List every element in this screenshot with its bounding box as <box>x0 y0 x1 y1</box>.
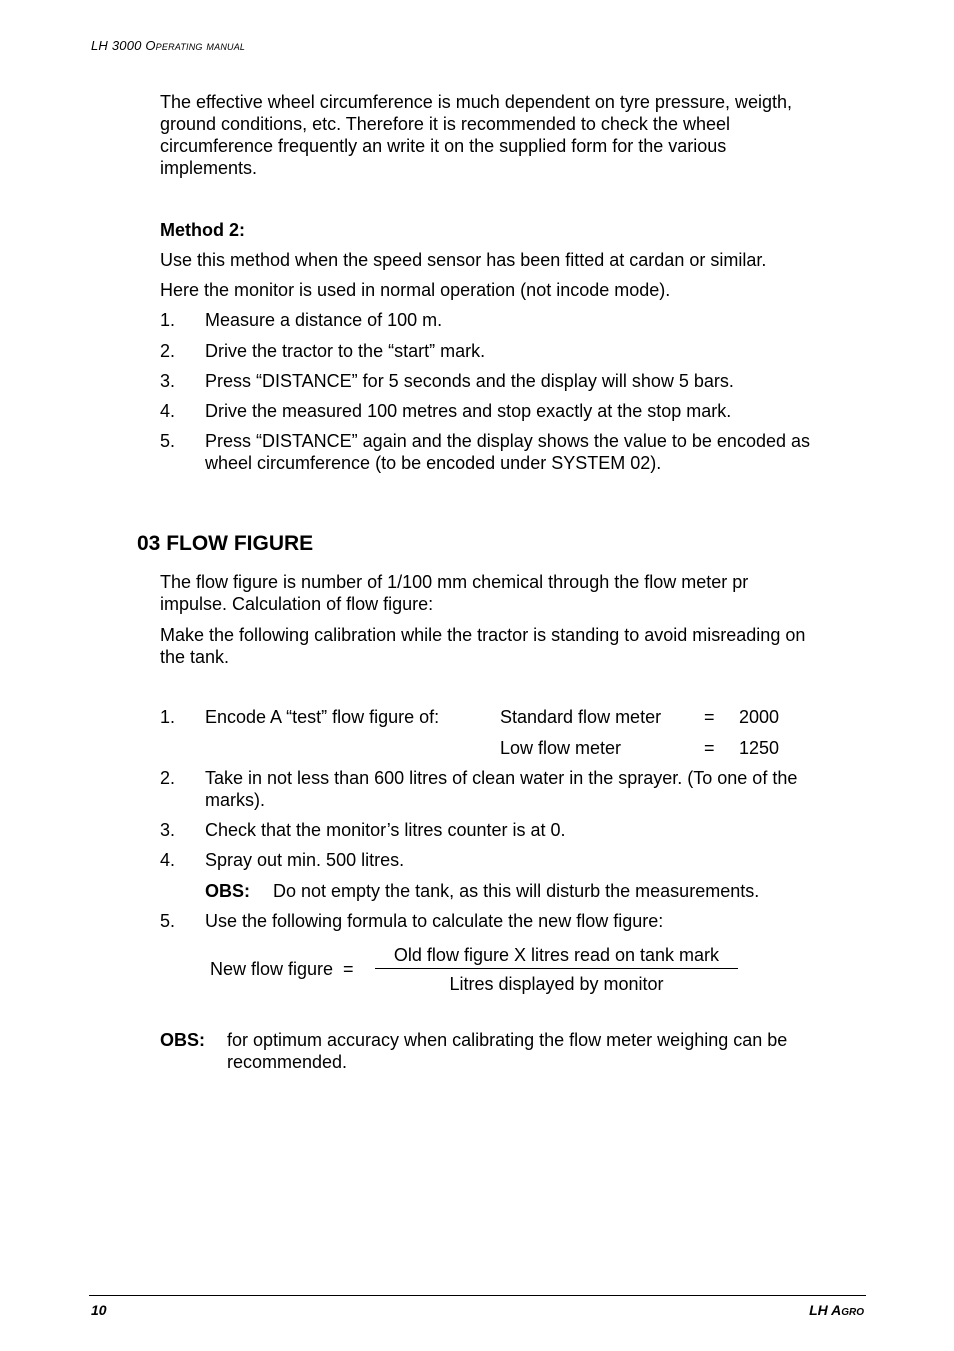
step-number: 3. <box>160 820 176 840</box>
intro-line: circumference frequently an write it on the supplied form for the various <box>160 136 727 156</box>
step-text: Use the following formula to calculate the new flow figure: <box>205 911 664 931</box>
formula-denominator: Litres displayed by monitor <box>449 974 664 994</box>
obs-line: recommended. <box>227 1052 348 1072</box>
step-number: 2. <box>160 768 176 788</box>
obs-text: Do not empty the tank, as this will disturb the measurements. <box>273 881 760 901</box>
flow-line: impulse. Calculation of flow figure: <box>160 594 434 614</box>
equals-sign: = <box>704 738 715 758</box>
flow-line: the tank. <box>160 647 230 667</box>
step-number: 5. <box>160 911 176 931</box>
footer-brand: LH Agro <box>809 1302 864 1318</box>
running-header: LH 3000 Operating manual <box>91 38 246 53</box>
step-number: 4. <box>160 401 176 421</box>
step-line: Take in not less than 600 litres of clean water in the sprayer. (To one of the <box>205 768 798 788</box>
step-line: marks). <box>205 790 265 810</box>
step-text: Drive the tractor to the “start” mark. <box>205 341 486 361</box>
step-number: 1. <box>160 707 176 727</box>
step-number: 1. <box>160 310 176 330</box>
obs-line: for optimum accuracy when calibrating the flow meter weighing can be <box>227 1030 788 1050</box>
flow-paragraph-1 <box>160 571 860 615</box>
step-number: 2. <box>160 341 176 361</box>
step-text: Measure a distance of 100 m. <box>205 310 443 330</box>
step-text: Press “DISTANCE” for 5 seconds and the display will show 5 bars. <box>205 371 734 391</box>
obs-text <box>227 1029 857 1073</box>
intro-line: implements. <box>160 158 258 178</box>
step-text: Spray out min. 500 litres. <box>205 850 405 870</box>
equals-sign: = <box>704 707 715 727</box>
section-heading: 03 FLOW FIGURE <box>137 532 314 555</box>
footer-rule <box>89 1295 866 1296</box>
meter-label: Low flow meter <box>500 738 622 758</box>
step-line: Press “DISTANCE” again and the display shows the value to be encoded as <box>205 431 810 451</box>
meter-label: Standard flow meter <box>500 707 662 727</box>
meter-value: 1250 <box>739 738 780 758</box>
step-line: wheel circumference (to be encoded under SYSTEM 02). <box>205 453 662 473</box>
intro-line: ground conditions, etc. Therefore it is recommended to check the wheel <box>160 114 730 134</box>
method2-line: Use this method when the speed sensor has been fitted at cardan or similar. <box>160 250 767 270</box>
step-text: Check that the monitor’s litres counter is at 0. <box>205 820 566 840</box>
step-text <box>205 430 865 474</box>
obs-label: OBS: <box>205 881 250 901</box>
intro-line: The effective wheel circumference is much dependent on tyre pressure, weigth, <box>160 92 792 112</box>
formula-lhs: New flow figure = <box>210 959 354 979</box>
intro-paragraph <box>160 91 860 179</box>
page-number: 10 <box>91 1302 107 1318</box>
step-text: Drive the measured 100 metres and stop exactly at the stop mark. <box>205 401 732 421</box>
meter-value: 2000 <box>739 707 780 727</box>
flow-paragraph-2 <box>160 624 860 668</box>
obs-label: OBS: <box>160 1030 205 1050</box>
step-text: Encode A “test” flow figure of: <box>205 707 440 727</box>
step-text <box>205 767 865 811</box>
step-number: 3. <box>160 371 176 391</box>
step-number: 5. <box>160 431 176 451</box>
fraction-bar <box>375 968 738 969</box>
method2-line: Here the monitor is used in normal operation (not incode mode). <box>160 280 671 300</box>
formula-numerator: Old flow figure X litres read on tank mark <box>393 945 720 965</box>
flow-line: The flow figure is number of 1/100 mm chemical through the flow meter pr <box>160 572 749 592</box>
method2-title: Method 2: <box>160 220 245 240</box>
step-number: 4. <box>160 850 176 870</box>
flow-line: Make the following calibration while the tractor is standing to avoid misreading on <box>160 625 806 645</box>
